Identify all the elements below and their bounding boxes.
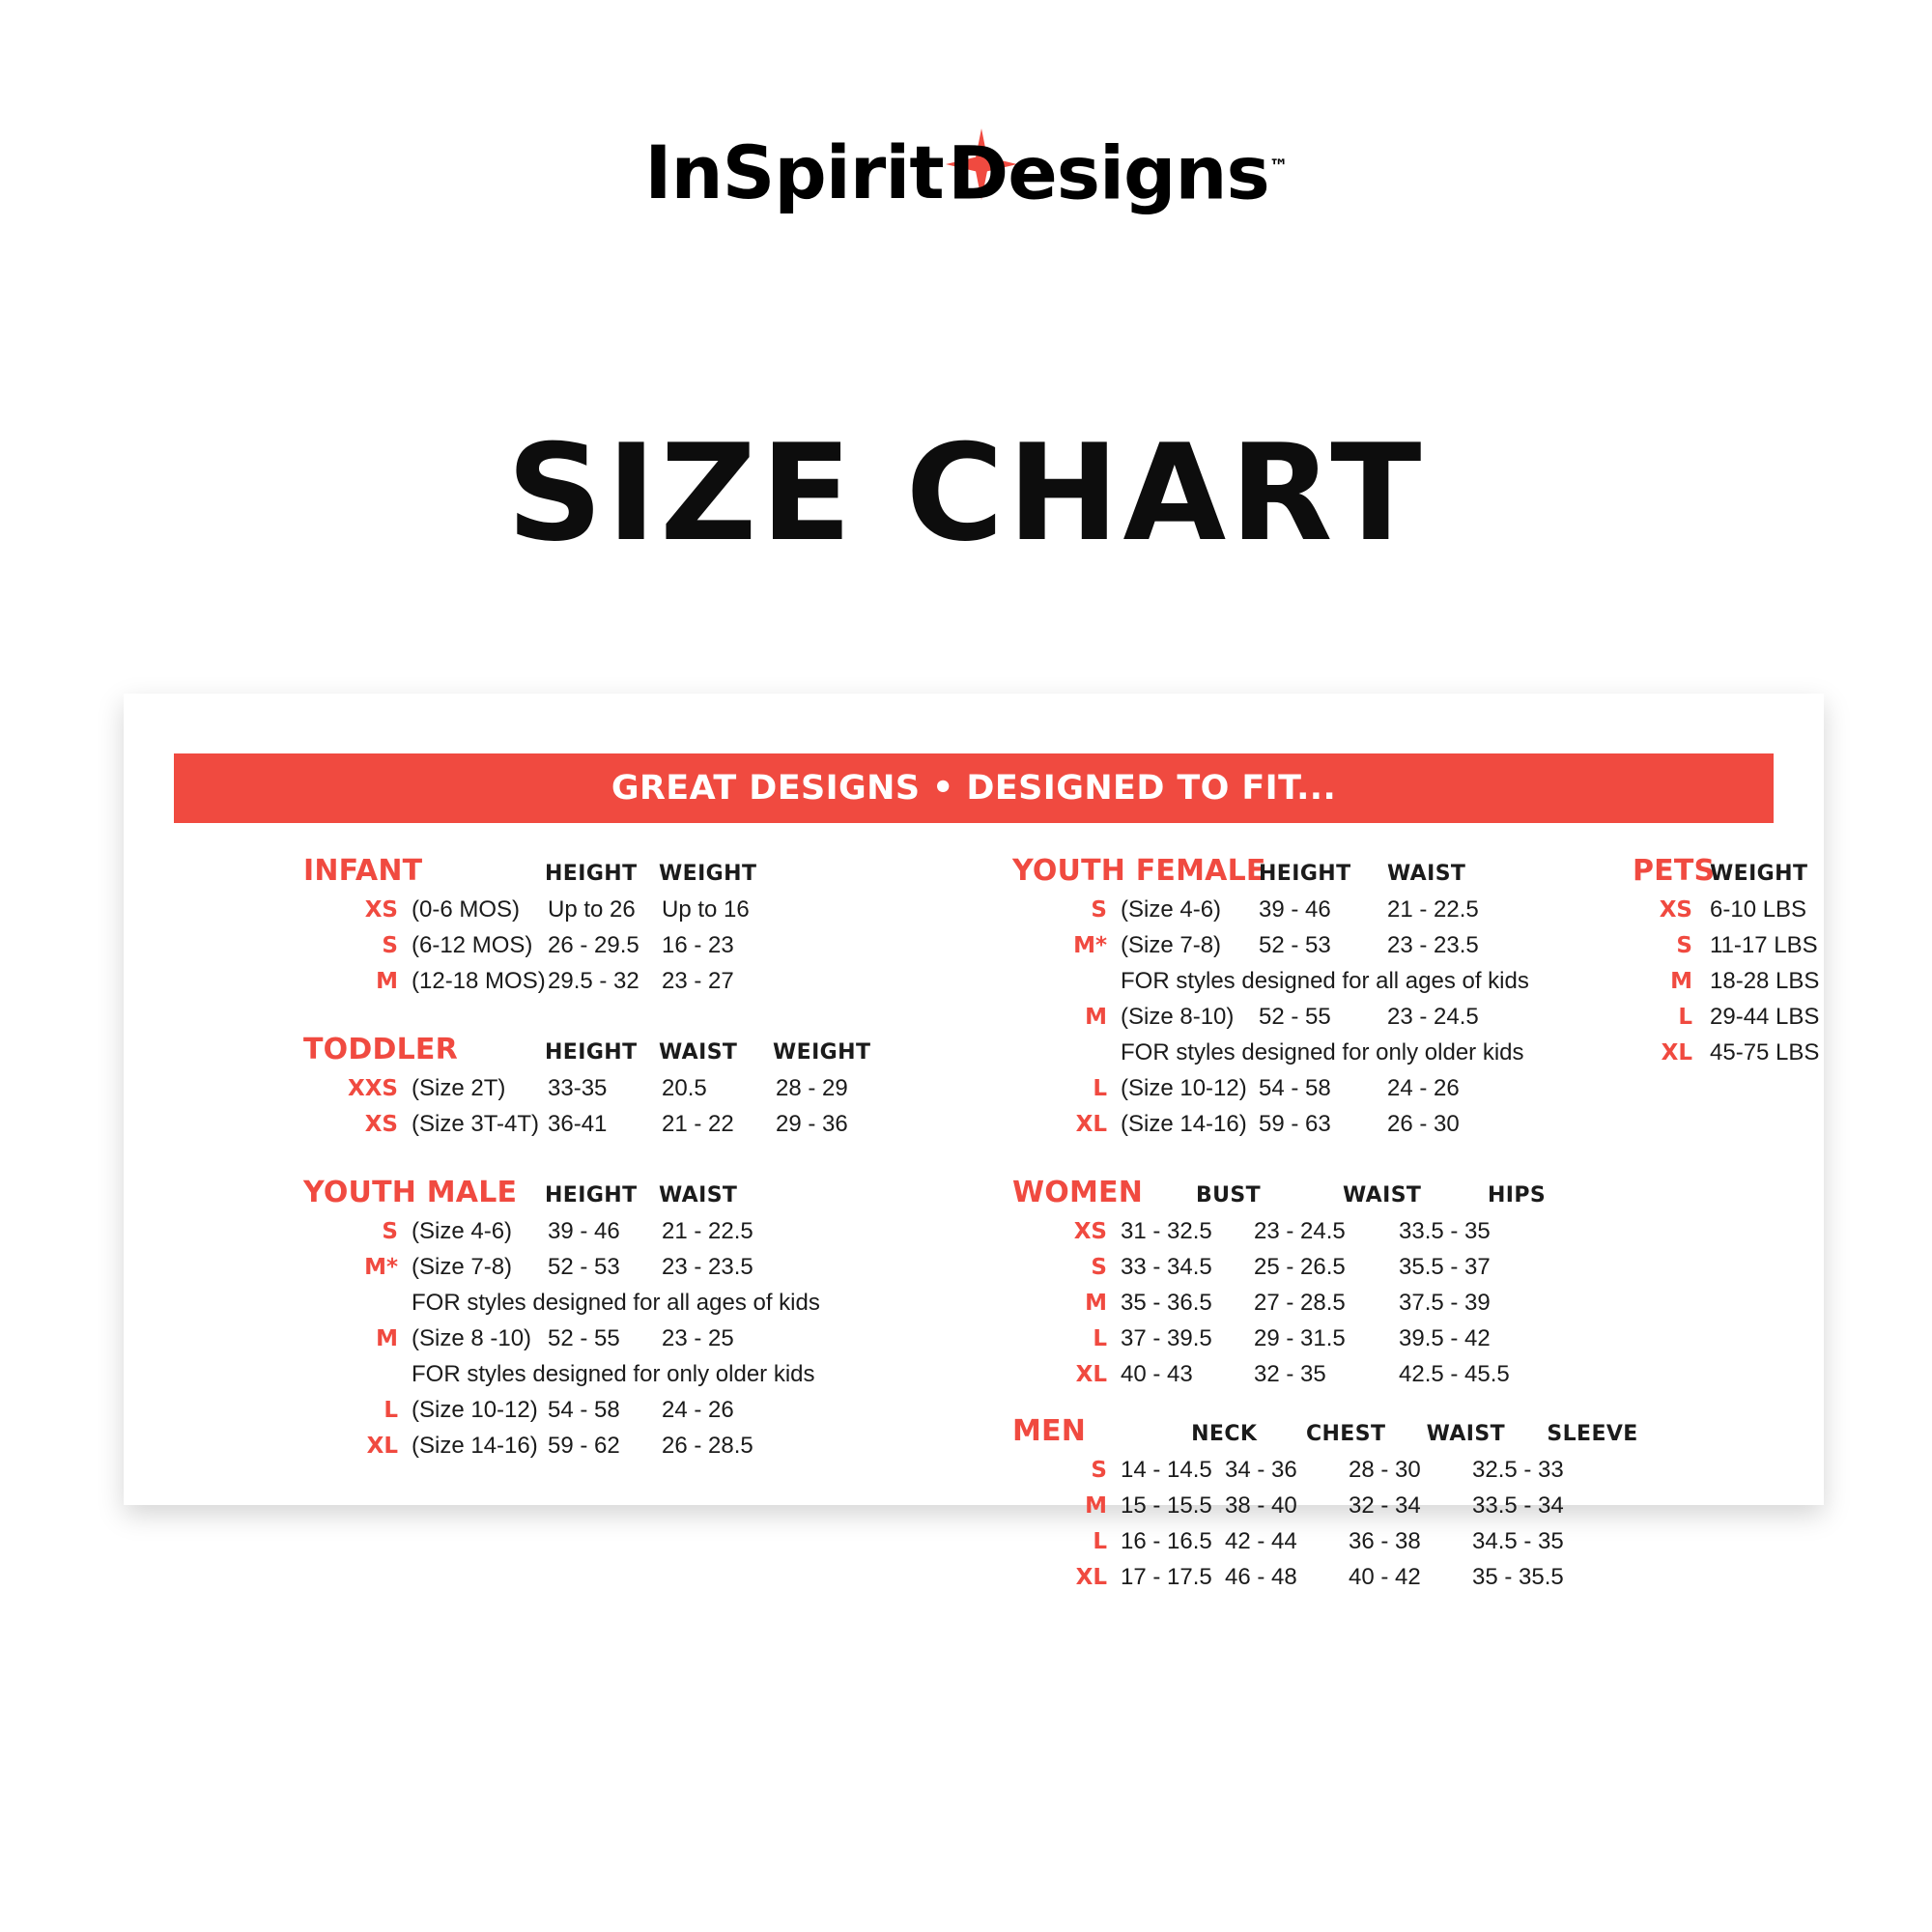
cell-neck: 14 - 14.5: [1121, 1457, 1212, 1483]
group-infant: [303, 854, 941, 1004]
group-youth-male: [303, 1176, 941, 1468]
age-label: (12-18 MOS): [412, 968, 546, 994]
group-youth-female-header: [1012, 854, 1669, 896]
table-row: [303, 1111, 941, 1147]
cell-waist: 23 - 25: [662, 1325, 734, 1351]
cell-waist: 23 - 24.5: [1387, 1004, 1479, 1030]
header-toddler-waist: WAIST: [659, 1040, 738, 1065]
size-label: M: [376, 969, 398, 994]
cell-bust: 33 - 34.5: [1121, 1254, 1212, 1280]
cell-height: 26 - 29.5: [548, 932, 639, 958]
note-row: [1012, 968, 1669, 1004]
logo-line-1: [644, 129, 944, 216]
cell-hips: 33.5 - 35: [1399, 1218, 1491, 1244]
banner-headline: GREAT DESIGNS • DESIGNED TO FIT...: [174, 753, 1774, 823]
size-label: XL: [1075, 1112, 1107, 1137]
cell-neck: 17 - 17.5: [1121, 1564, 1212, 1590]
header-infant-height: HEIGHT: [545, 862, 638, 886]
cell-waist: 36 - 38: [1349, 1528, 1421, 1554]
group-title-youth-female: YOUTH FEMALE: [1012, 854, 1266, 888]
cell-waist: 21 - 22.5: [662, 1218, 753, 1244]
header-men-waist: WAIST: [1426, 1422, 1505, 1446]
header-women-bust: BUST: [1196, 1183, 1262, 1208]
size-label: L: [1093, 1076, 1107, 1101]
header-youth-female-waist: WAIST: [1387, 862, 1466, 886]
spacer: [1012, 1397, 1669, 1414]
group-pets-header: [1633, 854, 1884, 896]
note-row: [303, 1361, 941, 1397]
cell-bust: 40 - 43: [1121, 1361, 1193, 1387]
group-title-youth-male: YOUTH MALE: [303, 1176, 518, 1209]
table-row: [1012, 1457, 1669, 1492]
table-row: [1012, 896, 1669, 932]
logo-text-designs: Designs: [948, 129, 1269, 216]
cell-chest: 46 - 48: [1225, 1564, 1297, 1590]
table-row: [303, 1397, 941, 1433]
table-row: [1633, 1039, 1884, 1075]
cell-waist: 24 - 26: [662, 1397, 734, 1423]
cell-waist: 26 - 30: [1387, 1111, 1460, 1137]
cell-waist: 32 - 35: [1254, 1361, 1326, 1387]
size-label: M: [376, 1326, 398, 1351]
cell-height: 29.5 - 32: [548, 968, 639, 994]
cell-height: 52 - 55: [1259, 1004, 1331, 1030]
age-label: (Size 4-6): [412, 1218, 513, 1244]
cell-height: 52 - 55: [548, 1325, 620, 1351]
table-row: [303, 932, 941, 968]
cell-weight: 23 - 27: [662, 968, 734, 994]
cell-weight: 6-10 LBS: [1710, 896, 1807, 923]
cell-waist: 32 - 34: [1349, 1492, 1421, 1519]
table-row: [303, 1433, 941, 1468]
table-row: [1012, 1075, 1669, 1111]
column-pets: [1633, 854, 1884, 1075]
header-toddler-height: HEIGHT: [545, 1040, 638, 1065]
table-row: [1633, 968, 1884, 1004]
group-men: [1012, 1414, 1669, 1600]
cell-hips: 37.5 - 39: [1399, 1290, 1491, 1316]
size-label: S: [1091, 897, 1107, 923]
age-label: (Size 14-16): [412, 1433, 538, 1459]
group-men-header: [1012, 1414, 1669, 1457]
header-youth-male-height: HEIGHT: [545, 1183, 638, 1208]
header-infant-weight: WEIGHT: [659, 862, 757, 886]
cell-sleeve: 32.5 - 33: [1472, 1457, 1564, 1483]
group-title-women: WOMEN: [1012, 1176, 1144, 1209]
table-row: [303, 968, 941, 1004]
size-label: XS: [1659, 897, 1692, 923]
cell-weight: 28 - 29: [776, 1075, 848, 1101]
size-label: M: [1085, 1005, 1107, 1030]
table-row: [303, 1075, 941, 1111]
size-label: XL: [1661, 1040, 1692, 1065]
cell-bust: 37 - 39.5: [1121, 1325, 1212, 1351]
table-row: [1012, 1492, 1669, 1528]
table-row: [303, 896, 941, 932]
cell-hips: 39.5 - 42: [1399, 1325, 1491, 1351]
table-row: [1012, 1290, 1669, 1325]
table-row: [1633, 1004, 1884, 1039]
cell-height: 52 - 53: [548, 1254, 620, 1280]
cell-hips: 35.5 - 37: [1399, 1254, 1491, 1280]
cell-weight: 29 - 36: [776, 1111, 848, 1137]
table-row: [1012, 1254, 1669, 1290]
size-label: S: [382, 933, 398, 958]
size-label: XXS: [347, 1076, 398, 1101]
cell-waist: 23 - 24.5: [1254, 1218, 1346, 1244]
table-row: [303, 1325, 941, 1361]
cell-weight: Up to 16: [662, 896, 750, 923]
group-toddler-header: [303, 1033, 941, 1075]
column-kids: [303, 854, 941, 1468]
table-row: [303, 1218, 941, 1254]
cell-sleeve: 34.5 - 35: [1472, 1528, 1564, 1554]
cell-weight: 18-28 LBS: [1710, 968, 1820, 994]
group-title-pets: PETS: [1633, 854, 1716, 888]
cell-height: 33-35: [548, 1075, 608, 1101]
table-row: [1012, 1004, 1669, 1039]
header-youth-female-height: HEIGHT: [1259, 862, 1351, 886]
age-label: (Size 10-12): [1121, 1075, 1247, 1101]
column-youth-adult: [1012, 854, 1669, 1600]
group-title-toddler: TODDLER: [303, 1033, 458, 1066]
logo-line-2: [948, 126, 1288, 216]
table-row: [1633, 932, 1884, 968]
group-title-infant: INFANT: [303, 854, 423, 888]
header-youth-male-waist: WAIST: [659, 1183, 738, 1208]
age-label: (6-12 MOS): [412, 932, 533, 958]
cell-neck: 16 - 16.5: [1121, 1528, 1212, 1554]
table-row: [1012, 1111, 1669, 1147]
cell-neck: 15 - 15.5: [1121, 1492, 1212, 1519]
page-title: SIZE CHART: [506, 415, 1426, 571]
note-row: [303, 1290, 941, 1325]
group-women: [1012, 1176, 1669, 1397]
cell-sleeve: 35 - 35.5: [1472, 1564, 1564, 1590]
cell-weight: 16 - 23: [662, 932, 734, 958]
table-row: [1012, 1218, 1669, 1254]
cell-height: 54 - 58: [1259, 1075, 1331, 1101]
age-label: (Size 2T): [412, 1075, 506, 1101]
cell-hips: 42.5 - 45.5: [1399, 1361, 1510, 1387]
note-older-kids: FOR styles designed for only older kids: [412, 1361, 815, 1387]
size-label: M*: [364, 1255, 398, 1280]
age-label: (Size 14-16): [1121, 1111, 1247, 1137]
size-label: L: [1093, 1326, 1107, 1351]
spacer: [1012, 1147, 1669, 1176]
size-label: M: [1085, 1493, 1107, 1519]
cell-height: 39 - 46: [1259, 896, 1331, 923]
cell-waist: 25 - 26.5: [1254, 1254, 1346, 1280]
cell-waist: 29 - 31.5: [1254, 1325, 1346, 1351]
cell-waist: 21 - 22: [662, 1111, 734, 1137]
group-women-header: [1012, 1176, 1669, 1218]
group-infant-header: [303, 854, 941, 896]
table-row: [1012, 1564, 1669, 1600]
age-label: (Size 8-10): [1121, 1004, 1235, 1030]
size-label: XL: [366, 1434, 398, 1459]
age-label: (Size 7-8): [412, 1254, 513, 1280]
cell-waist: 40 - 42: [1349, 1564, 1421, 1590]
cell-height: 36-41: [548, 1111, 608, 1137]
size-label: M: [1670, 969, 1692, 994]
header-toddler-weight: WEIGHT: [773, 1040, 871, 1065]
cell-height: Up to 26: [548, 896, 636, 923]
note-all-ages: FOR styles designed for all ages of kids: [1121, 968, 1529, 994]
table-row: [303, 1254, 941, 1290]
cell-height: 52 - 53: [1259, 932, 1331, 958]
cell-height: 59 - 62: [548, 1433, 620, 1459]
cell-waist: 20.5: [662, 1075, 707, 1101]
header-women-waist: WAIST: [1343, 1183, 1422, 1208]
cell-waist: 27 - 28.5: [1254, 1290, 1346, 1316]
size-label: XL: [1075, 1565, 1107, 1590]
table-row: [1012, 1528, 1669, 1564]
table-row: [1012, 1361, 1669, 1397]
size-label: M*: [1073, 933, 1107, 958]
note-all-ages: FOR styles designed for all ages of kids: [412, 1290, 820, 1316]
note-row: [1012, 1039, 1669, 1075]
header-men-chest: CHEST: [1305, 1422, 1386, 1446]
cell-waist: 24 - 26: [1387, 1075, 1460, 1101]
cell-height: 59 - 63: [1259, 1111, 1331, 1137]
age-label: (Size 10-12): [412, 1397, 538, 1423]
logo-text-inspirit: InSpirit: [644, 129, 944, 216]
cell-chest: 34 - 36: [1225, 1457, 1297, 1483]
cell-bust: 35 - 36.5: [1121, 1290, 1212, 1316]
cell-height: 54 - 58: [548, 1397, 620, 1423]
size-label: S: [1676, 933, 1692, 958]
size-label: XL: [1075, 1362, 1107, 1387]
age-label: (Size 4-6): [1121, 896, 1222, 923]
size-label: M: [1085, 1291, 1107, 1316]
cell-bust: 31 - 32.5: [1121, 1218, 1212, 1244]
size-label: XS: [1073, 1219, 1107, 1244]
cell-height: 39 - 46: [548, 1218, 620, 1244]
cell-weight: 45-75 LBS: [1710, 1039, 1820, 1065]
size-label: S: [1091, 1255, 1107, 1280]
age-label: (Size 8 -10): [412, 1325, 532, 1351]
brand-logo: [0, 126, 1932, 216]
age-label: (Size 3T-4T): [412, 1111, 540, 1137]
age-label: (0-6 MOS): [412, 896, 521, 923]
size-label: L: [1678, 1005, 1692, 1030]
cell-waist: 28 - 30: [1349, 1457, 1421, 1483]
size-chart-card: [124, 694, 1824, 1590]
note-older-kids: FOR styles designed for only older kids: [1121, 1039, 1524, 1065]
age-label: (Size 7-8): [1121, 932, 1222, 958]
size-label: S: [382, 1219, 398, 1244]
size-label: XS: [364, 1112, 398, 1137]
size-label: S: [1091, 1458, 1107, 1483]
trademark-symbol: ™: [1268, 155, 1288, 178]
cell-waist: 21 - 22.5: [1387, 896, 1479, 923]
header-women-hips: HIPS: [1488, 1183, 1547, 1208]
table-row: [1012, 1325, 1669, 1361]
cell-chest: 38 - 40: [1225, 1492, 1297, 1519]
group-title-men: MEN: [1012, 1414, 1087, 1448]
header-men-neck: NECK: [1191, 1422, 1258, 1446]
spacer: [303, 1147, 941, 1176]
cell-waist: 26 - 28.5: [662, 1433, 753, 1459]
cell-chest: 42 - 44: [1225, 1528, 1297, 1554]
size-label: L: [384, 1398, 398, 1423]
group-toddler: [303, 1033, 941, 1147]
header-pets-weight: WEIGHT: [1710, 862, 1808, 886]
cell-sleeve: 33.5 - 34: [1472, 1492, 1564, 1519]
table-row: [1012, 932, 1669, 968]
size-label: L: [1093, 1529, 1107, 1554]
cell-waist: 23 - 23.5: [1387, 932, 1479, 958]
group-youth-male-header: [303, 1176, 941, 1218]
spacer: [303, 1004, 941, 1033]
cell-waist: 23 - 23.5: [662, 1254, 753, 1280]
size-label: XS: [364, 897, 398, 923]
header-men-sleeve: SLEEVE: [1547, 1422, 1638, 1446]
table-row: [1633, 896, 1884, 932]
group-youth-female: [1012, 854, 1669, 1147]
cell-weight: 29-44 LBS: [1710, 1004, 1820, 1030]
cell-weight: 11-17 LBS: [1710, 932, 1818, 958]
